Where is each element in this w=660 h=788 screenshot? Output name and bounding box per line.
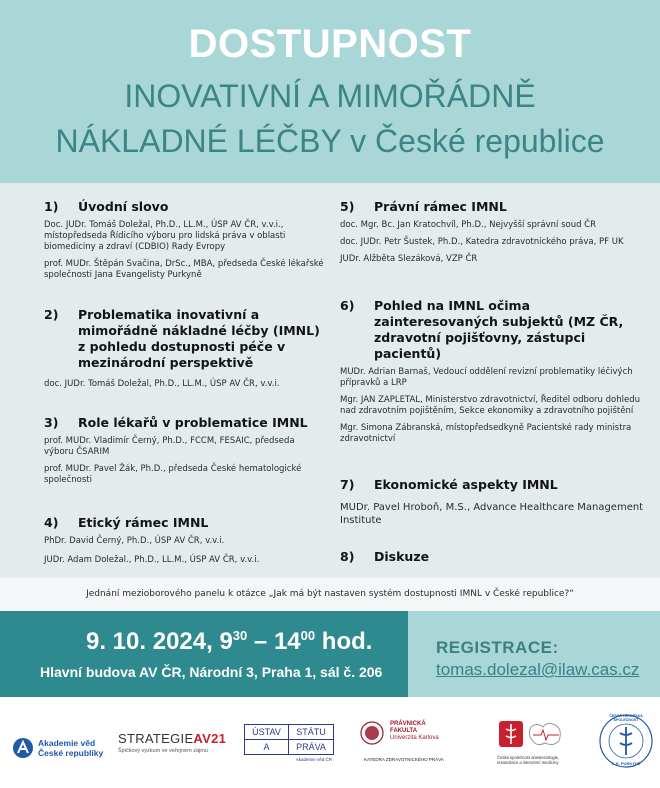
agenda-title: Ekonomické aspekty IMNL — [374, 477, 558, 492]
agenda-title: Role lékařů v problematice IMNL — [78, 415, 308, 430]
avcr-line2: České republiky — [38, 748, 104, 758]
agenda-number: 4) — [44, 515, 59, 530]
agenda-title: Problematika inovativní a mimořádně nákladné léčby (IMNL) z pohledu dostupnosti péče v mezinárodní perspektivě — [78, 307, 320, 370]
agenda-title: Pohled na IMNL očima zainteresovaných subjektů (MZ ČR, zdravotní pojišťovny, zástupci pacientů) — [374, 298, 624, 361]
agenda-title: Úvodní slovo — [78, 199, 169, 214]
speaker: doc. Mgr. Bc. Jan Kratochvíl, Ph.D., Nejvyšší správní soud ČR — [340, 220, 597, 230]
speaker: MUDr. Adrian Barnaš, Vedoucí oddělení revizní problematiky léčivých přípravků a LRP — [340, 367, 633, 388]
speaker: JUDr. Adam Doležal., Ph.D., LL.M., ÚSP AV ČR, v.v.i. — [44, 555, 260, 565]
strategie-av21: AV21 — [193, 731, 227, 746]
event-date-time — [86, 628, 372, 656]
page-subtitle-line1: INOVATIVNÍ A MIMOŘÁDNĚ — [124, 78, 536, 114]
strategie-subtitle: Špičkový výzkum ve veřejném zájmu — [118, 748, 208, 754]
agenda-item-2 — [44, 307, 326, 390]
agenda-number: 6) — [340, 298, 355, 313]
agenda-title: Diskuze — [374, 549, 430, 564]
agenda-title: Etický rámec IMNL — [78, 515, 209, 530]
event-date: 9. 10. 2024, 9 — [86, 628, 233, 655]
usp-word-2: STÁTU — [289, 725, 333, 740]
partner-logos-bar — [0, 697, 660, 788]
registration-label: REGISTRACE: — [436, 638, 559, 657]
agenda-number: 3) — [44, 415, 59, 430]
agenda-number: 7) — [340, 477, 355, 492]
panel-note: Jednání mezioborového panelu k otázce „Jak má být nastaven systém dostupnosti IMNL v České republice?“ — [0, 578, 660, 611]
agenda-item-1 — [44, 199, 326, 281]
event-hour-unit: hod. — [315, 628, 373, 655]
page-title: DOSTUPNOST — [188, 22, 472, 66]
speaker: doc. JUDr. Petr Šustek, Ph.D., Katedra zdravotnického práva, PF UK — [340, 237, 624, 247]
usp-word-1: ÚSTAV — [245, 725, 289, 740]
registration-email-link[interactable]: tomas.dolezal@ilaw.cas.cz — [436, 660, 640, 679]
logo-cls-jep — [598, 713, 654, 769]
speaker: Mgr. Simona Zábranská, místopředsedkyně Pacientské rady ministra zdravotnictví — [340, 423, 632, 444]
event-venue: Hlavní budova AV ČR, Národní 3, Praha 1, sál č. 206 — [40, 664, 383, 680]
agenda-number: 1) — [44, 199, 59, 214]
speaker: prof. MUDr. Pavel Žák, Ph.D., předseda České hematologické společnosti — [44, 464, 302, 485]
program-section — [0, 183, 660, 578]
agenda-item-4 — [44, 515, 326, 566]
speaker: Mgr. JAN ZAPLETAL, Ministerstvo zdravotnictví, Ředitel odboru dohledu nad zdravotním pojištěním, Sekce ekonomiky a zdravotního pojištění — [340, 395, 641, 416]
csarim-line2: resuscitace a intenzivní medicíny — [497, 760, 559, 765]
agenda-number: 5) — [340, 199, 355, 214]
logo-avcr — [12, 735, 112, 761]
speaker: prof. MUDr. Vladimír Černý, Ph.D., FCCM, FESAIC, předseda výboru ČSARIM — [44, 436, 295, 457]
logo-usp — [244, 724, 336, 768]
csarim-emblem-icon — [497, 719, 573, 749]
csarim-line1: Česká společnost anesteziologie, — [497, 755, 560, 760]
agenda-number: 2) — [44, 307, 59, 322]
speaker: Doc. JUDr. Tomáš Doležal, Ph.D., LL.M., ÚSP AV ČR, v.v.i., místopředseda Řídicího výboru pro lidská práva v oblasti biomediciny a zdraví (CDBIO) Rady Evropy — [44, 220, 286, 252]
avcr-line1: Akademie věd — [38, 738, 96, 748]
agenda-item-7 — [340, 477, 645, 527]
agenda-item-3 — [44, 415, 326, 486]
agenda-item-5 — [340, 199, 645, 265]
pf-department: KATEDRA ZDRAVOTNICKÉHO PRÁVA — [364, 757, 444, 762]
event-end-hour: – 14 — [247, 628, 301, 655]
agenda-item-8 — [340, 549, 645, 565]
speaker: JUDr. Alžběta Slezáková, VZP ČR — [340, 254, 478, 264]
speaker: MUDr. Pavel Hroboň, M.S., Advance Healthcare Management Institute — [340, 502, 644, 526]
agenda-title: Právní rámec IMNL — [374, 199, 507, 214]
strategie-word: STRATEGIE — [118, 731, 194, 746]
page-subtitle-line2: NÁKLADNÉ LÉČBY v České republice — [55, 123, 605, 159]
header-banner — [0, 0, 660, 183]
pf-line3: Univerzita Karlova — [390, 735, 439, 741]
cls-bottom-text: J. E. PURKYNĚ — [611, 761, 641, 766]
pf-line2: FAKULTA — [390, 728, 418, 734]
event-end-minutes: 00 — [300, 628, 316, 643]
logo-strategie-av21 — [118, 731, 230, 765]
cls-top-text: ČESKÁ LÉKAŘSKÁ SPOLEČNOST — [609, 714, 643, 722]
logo-pf-uk — [358, 719, 486, 769]
speaker: doc. JUDr. Tomáš Doležal, Ph.D., LL.M., ÚSP AV ČR, v.v.i. — [44, 379, 280, 389]
agenda-item-6 — [340, 298, 645, 445]
usp-word-4: PRÁVA — [296, 742, 326, 752]
pf-line1: PRÁVNICKÁ — [390, 721, 426, 727]
usp-word-3: A — [245, 740, 289, 754]
logo-csarim — [497, 719, 579, 769]
avcr-logo-icon — [12, 737, 34, 759]
uk-seal-icon — [360, 721, 384, 745]
speaker: PhDr. David Černý, Ph.D., ÚSP AV ČR, v.v.i. — [44, 536, 225, 546]
event-start-minutes: 30 — [232, 628, 248, 643]
usp-subtitle: Akademie věd ČR — [295, 757, 332, 762]
agenda-number: 8) — [340, 549, 355, 564]
speaker: prof. MUDr. Štěpán Svačina, DrSc., MBA, předseda České lékařské společnosti Jana Evangelisty Purkyně — [44, 259, 324, 280]
